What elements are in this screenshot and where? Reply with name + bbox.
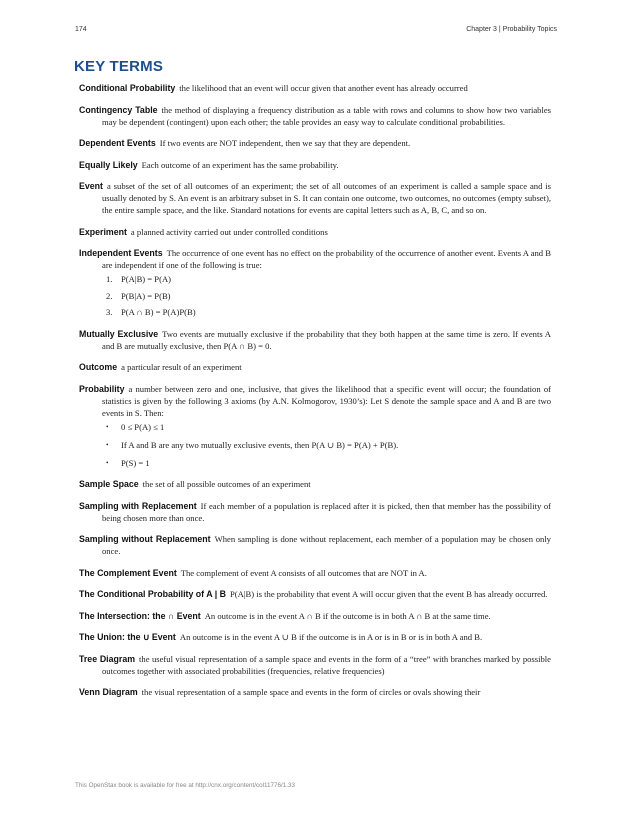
footer-note: This OpenStax book is available for free at http://cnx.org/content/col11776/1.33 <box>75 782 296 789</box>
term-text: a planned activity carried out under controlled conditions <box>130 226 328 237</box>
term-definition <box>79 137 551 149</box>
list-item-text: 0 ≤ P(A) ≤ 1 <box>121 421 165 432</box>
term-text: The complement of event A consists of all outcomes that are NOT in A. <box>180 567 427 578</box>
term-name: The Conditional Probability of A | B <box>79 589 226 599</box>
term-text: An outcome is in the event A ∪ B if the outcome is in A or is in B or is in both A and B. <box>179 632 483 642</box>
term-definition <box>79 180 551 216</box>
term-definition <box>79 159 551 171</box>
term-text: the likelihood that an event will occur given that another event has already occurred <box>179 83 468 93</box>
list-marker: • <box>106 440 109 449</box>
key-term <box>79 247 551 318</box>
term-name: Probability <box>79 383 125 394</box>
key-terms-list <box>79 82 551 708</box>
list-item <box>106 439 551 451</box>
term-name: Dependent Events <box>79 138 156 148</box>
term-text: a particular result of an experiment <box>121 362 242 372</box>
key-term <box>79 500 551 524</box>
term-name: Sampling with Replacement <box>79 500 197 511</box>
term-text: Each outcome of an experiment has the same probability. <box>141 159 339 170</box>
term-text: a subset of the set of all outcomes of an experiment; the set of all outcomes of an experiment is called a sample space and is usually denoted by S. An event is an arbitrary subset in S. It can contain one outcome, two outcomes, no outcomes (empty subset), the entire sample space, and the like. Standard notations for events are capital letters such as A, B, C, and so on. <box>102 181 551 215</box>
term-name: Mutually Exclusive <box>79 328 159 339</box>
term-definition <box>79 361 551 373</box>
term-name: Sampling without Replacement <box>79 534 211 544</box>
key-term <box>79 328 551 352</box>
term-name: Independent Events <box>79 248 163 258</box>
term-text: the set of all possible outcomes of an experiment <box>142 479 311 489</box>
term-name: Equally Likely <box>79 159 138 170</box>
term-text: If each member of a population is replaced after it is picked, then that member has the possibility of being chosen more than once. <box>102 500 551 523</box>
key-term <box>79 653 551 677</box>
key-term <box>79 567 551 579</box>
term-text: the visual representation of a sample space and events in the form of circles or ovals showing their <box>141 687 481 697</box>
term-definition <box>79 328 551 352</box>
key-term <box>79 533 551 557</box>
numbered-list <box>79 273 551 318</box>
term-definition <box>79 686 551 698</box>
term-name: Event <box>79 181 103 191</box>
term-name: Contingency Table <box>79 104 158 115</box>
term-definition <box>79 226 551 238</box>
list-marker: • <box>106 422 109 431</box>
term-name: Venn Diagram <box>79 687 138 697</box>
term-name: Tree Diagram <box>79 653 136 664</box>
term-definition <box>79 567 551 579</box>
key-term <box>79 383 551 469</box>
term-text: An outcome is in the event A ∩ B if the outcome is in both A ∩ B at the same time. <box>204 610 491 621</box>
list-item-text: P(A ∩ B) = P(A)P(B) <box>121 307 196 317</box>
key-term <box>79 361 551 373</box>
term-name: The Intersection: the ∩ Event <box>79 610 201 621</box>
list-item-text: P(A|B) = P(A) <box>121 274 172 284</box>
term-text: Two events are mutually exclusive if the probability that they both happen at the same time is zero. If events A and B are mutually exclusive, then P(A ∩ B) = 0. <box>102 328 551 351</box>
key-term <box>79 180 551 216</box>
key-term <box>79 137 551 149</box>
term-name: The Union: the ∪ Event <box>79 632 176 642</box>
key-term <box>79 588 551 600</box>
key-term <box>79 478 551 490</box>
list-item <box>106 457 551 469</box>
bullet-list <box>79 421 551 469</box>
list-marker: • <box>106 458 109 467</box>
term-definition <box>79 610 551 622</box>
term-definition <box>79 588 551 600</box>
chapter-header: Chapter 3 | Probability Topics <box>466 26 557 33</box>
list-marker: 3. <box>106 307 113 317</box>
key-term <box>79 82 551 94</box>
term-text: If two events are NOT independent, then we say that they are dependent. <box>159 138 411 148</box>
term-text: the useful visual representation of a sample space and events in the form of a “tree” with branches marked by possible outcomes together with associated probabilities (frequencies, relative frequencies) <box>102 653 551 676</box>
term-text: When sampling is done without replacement, each member of a population may be chosen only once. <box>102 534 551 556</box>
term-definition <box>79 383 551 419</box>
list-item-text: P(B|A) = P(B) <box>121 290 171 301</box>
page-number: 174 <box>75 26 87 33</box>
term-name: Conditional Probability <box>79 83 176 93</box>
term-definition <box>79 478 551 490</box>
section-title: KEY TERMS <box>74 58 164 75</box>
term-name: Outcome <box>79 362 118 372</box>
list-item-text: If A and B are any two mutually exclusive events, then P(A ∪ B) = P(A) + P(B). <box>121 439 399 450</box>
term-definition <box>79 533 551 557</box>
term-name: Sample Space <box>79 479 139 489</box>
term-definition <box>79 653 551 677</box>
list-marker: 1. <box>106 274 113 284</box>
key-term <box>79 226 551 238</box>
list-item <box>106 290 551 302</box>
key-term <box>79 104 551 128</box>
list-marker: 2. <box>106 290 113 301</box>
term-text: P(A|B) is the probability that event A will occur given that the event B has already occurred. <box>229 589 548 599</box>
term-text: the method of displaying a frequency distribution as a table with rows and columns to show how two variables may be dependent (contingent) upon each other; the table provides an easy way to calculate conditional probabilities. <box>102 104 551 127</box>
key-term <box>79 159 551 171</box>
term-text: The occurrence of one event has no effect on the probability of the occurrence of another event. Events A and B are independent if one of the following is true: <box>102 248 551 270</box>
term-definition <box>79 247 551 271</box>
term-definition <box>79 82 551 94</box>
term-name: Experiment <box>79 226 127 237</box>
term-definition <box>79 631 551 643</box>
list-item-text: P(S) = 1 <box>121 457 150 468</box>
term-definition <box>79 104 551 128</box>
key-term <box>79 686 551 698</box>
term-name: The Complement Event <box>79 567 177 578</box>
key-term <box>79 610 551 622</box>
term-definition <box>79 500 551 524</box>
term-text: a number between zero and one, inclusive, that gives the likelihood that a specific event will occur; the foundation of statistics is given by the following 3 axioms (by A.N. Kolmogorov, 1930’s): Let S denote the sample space and A and B are two events in S. Then: <box>102 383 551 418</box>
key-term <box>79 631 551 643</box>
list-item <box>106 306 551 318</box>
list-item <box>106 273 551 285</box>
list-item <box>106 421 551 433</box>
